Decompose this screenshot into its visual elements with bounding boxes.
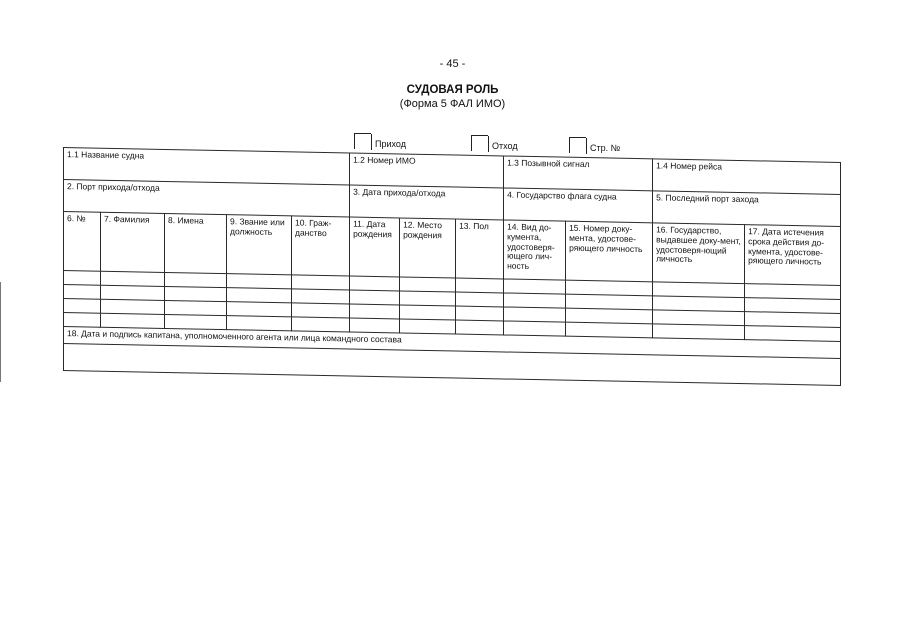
- column-header: 11. Дата рождения: [350, 217, 400, 277]
- table-cell[interactable]: [456, 320, 504, 335]
- table-cell[interactable]: [456, 278, 504, 293]
- table-cell[interactable]: [101, 299, 165, 314]
- table-cell[interactable]: [64, 299, 101, 314]
- table-cell[interactable]: [504, 321, 566, 336]
- column-header: 8. Имена: [165, 213, 227, 273]
- table-cell[interactable]: [165, 300, 227, 315]
- column-header: 14. Вид до-кумента, удостоверя-ющего лич-ность: [504, 220, 566, 280]
- table-cell[interactable]: [64, 285, 101, 300]
- column-header: 16. Государство, выдавшее доку-мент, удостоверя-ющий личность: [653, 223, 745, 284]
- table-cell[interactable]: [101, 313, 165, 328]
- table-cell[interactable]: [165, 272, 227, 287]
- table-cell[interactable]: [227, 316, 292, 331]
- column-header: 12. Место рождения: [400, 218, 456, 278]
- checkbox-box[interactable]: [471, 135, 488, 151]
- field-imo-number[interactable]: 1.2 Номер ИМО: [350, 153, 504, 188]
- table-cell[interactable]: [101, 285, 165, 300]
- table-cell[interactable]: [292, 275, 350, 290]
- table-cell[interactable]: [456, 292, 504, 307]
- table-cell[interactable]: [350, 318, 400, 333]
- table-cell[interactable]: [400, 277, 456, 292]
- checkbox-page-number-label: Стр. №: [590, 143, 621, 153]
- document-subtitle: (Форма 5 ФАЛ ИМО): [399, 98, 506, 110]
- field-flag-state[interactable]: 4. Государство флага судна: [504, 188, 653, 223]
- table-cell[interactable]: [292, 303, 350, 318]
- field-voyage-number[interactable]: 1.4 Номер рейса: [653, 159, 841, 195]
- field-signature-label: 18. Дата и подпись капитана, уполномоченного агента или лица командного состава: [64, 327, 841, 359]
- column-header: 6. №: [64, 212, 101, 272]
- table-cell[interactable]: [227, 288, 292, 303]
- field-vessel-name[interactable]: 1.1 Название судна: [64, 148, 350, 185]
- table-cell[interactable]: [504, 307, 566, 322]
- field-call-sign[interactable]: 1.3 Позывной сигнал: [504, 156, 653, 191]
- table-cell[interactable]: [350, 276, 400, 291]
- scan-edge-mark: [0, 282, 1, 382]
- table-cell[interactable]: [504, 279, 566, 294]
- column-header: 17. Дата истечения срока действия до-кумента, удостове-ряющего личность: [745, 225, 841, 286]
- table-cell[interactable]: [504, 293, 566, 308]
- column-header: 13. Пол: [456, 219, 504, 279]
- table-cell[interactable]: [400, 291, 456, 306]
- checkbox-box[interactable]: [354, 133, 371, 149]
- table-cell[interactable]: [350, 304, 400, 319]
- table-cell[interactable]: [456, 306, 504, 321]
- column-header: 15. Номер доку-мента, удостове-ряющего личность: [566, 221, 653, 282]
- table-cell[interactable]: [165, 286, 227, 301]
- checkbox-departure-label: Отход: [492, 141, 518, 151]
- crew-list-table: [63, 147, 841, 386]
- column-header: 9. Звание или должность: [227, 215, 292, 275]
- table-cell[interactable]: [400, 305, 456, 320]
- table-cell[interactable]: [400, 319, 456, 334]
- field-port-arrival-departure[interactable]: 2. Порт прихода/отхода: [64, 180, 350, 217]
- table-cell[interactable]: [64, 313, 101, 328]
- field-date-arrival-departure[interactable]: 3. Дата прихода/отхода: [350, 185, 504, 220]
- table-cell[interactable]: [227, 302, 292, 317]
- table-cell[interactable]: [64, 271, 101, 286]
- table-cell[interactable]: [101, 271, 165, 286]
- table-cell[interactable]: [165, 314, 227, 329]
- column-header: 7. Фамилия: [101, 212, 165, 272]
- document-title: СУДОВАЯ РОЛЬ: [406, 84, 499, 96]
- field-last-port-of-call[interactable]: 5. Последний порт захода: [653, 191, 841, 227]
- table-cell[interactable]: [292, 289, 350, 304]
- checkbox-box[interactable]: [569, 137, 586, 153]
- table-cell[interactable]: [350, 290, 400, 305]
- table-cell[interactable]: [292, 317, 350, 332]
- page-number: - 45 -: [439, 58, 466, 70]
- table-cell[interactable]: [227, 274, 292, 289]
- checkbox-arrival-label: Приход: [375, 139, 406, 149]
- column-header: 10. Граж-данство: [292, 216, 350, 276]
